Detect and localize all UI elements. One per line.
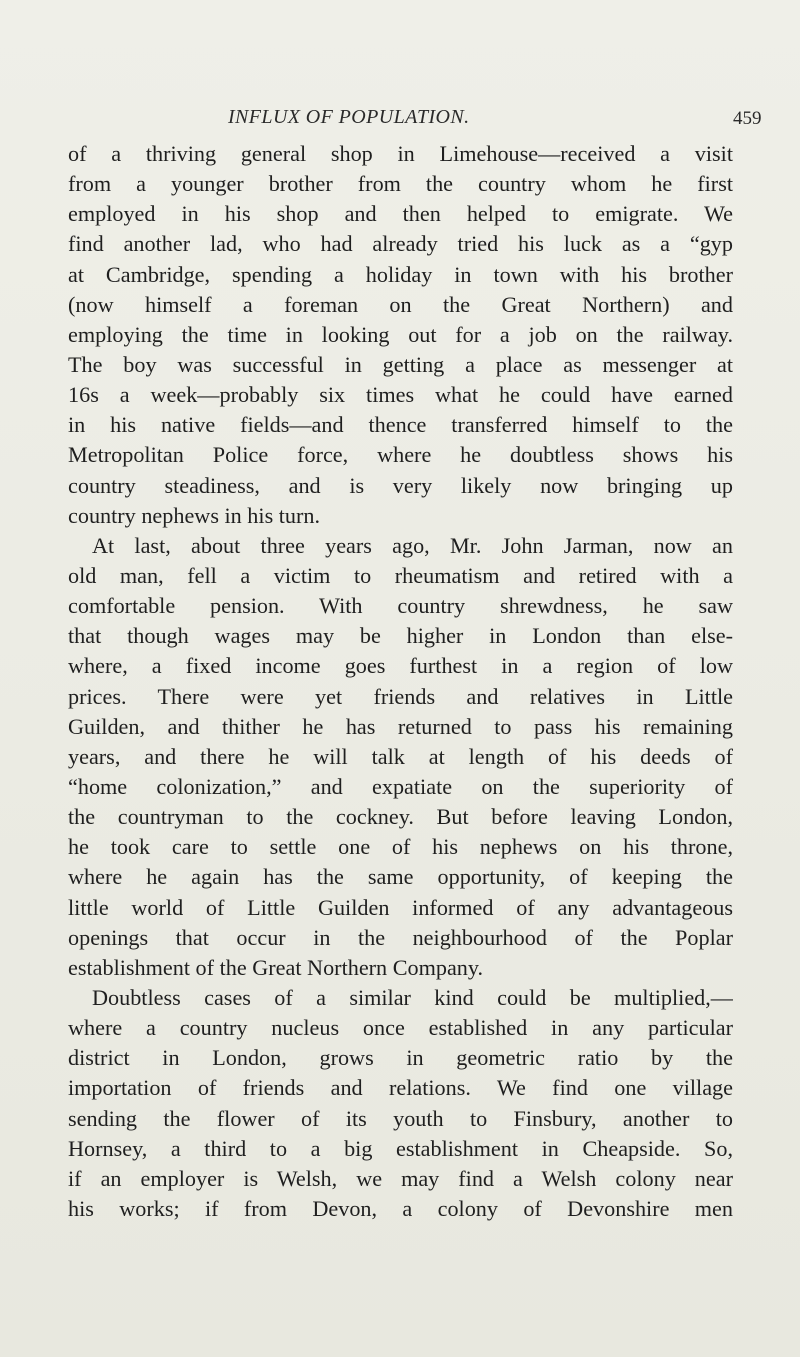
text-line: country nephews in his turn. xyxy=(68,502,321,528)
running-head xyxy=(0,106,800,130)
text-line: Hornsey, a third to a big establishment in Cheapside. So, xyxy=(68,1135,733,1161)
text-line: openings that occur in the neighbourhood of the Poplar xyxy=(68,924,733,950)
text-line: The boy was successful in getting a place as messenger at xyxy=(68,351,733,377)
text-line: employing the time in looking out for a job on the railway. xyxy=(68,321,733,347)
running-title: INFLUX OF POPULATION. xyxy=(228,106,470,128)
text-line: where a country nucleus once established in any particular xyxy=(68,1015,733,1041)
text-line: establishment of the Great Northern Company. xyxy=(68,954,484,980)
text-line: his works; if from Devon, a colony of Devonshire men xyxy=(68,1195,733,1221)
text-line: (now himself a foreman on the Great Northern) and xyxy=(68,291,733,317)
text-line: At last, about three years ago, Mr. John Jarman, now an xyxy=(92,532,733,558)
text-line: country steadiness, and is very likely now bringing up xyxy=(68,472,733,498)
page-number: 459 xyxy=(733,108,762,129)
text-line: comfortable pension. With country shrewdness, he saw xyxy=(68,593,733,619)
text-line: at Cambridge, spending a holiday in town with his brother xyxy=(68,261,733,287)
text-line: sending the flower of its youth to Finsbury, another to xyxy=(68,1105,733,1131)
body-text xyxy=(68,139,733,1224)
text-line: “home colonization,” and expatiate on the superiority of xyxy=(68,773,733,799)
text-line: district in London, grows in geometric ratio by the xyxy=(68,1045,733,1071)
text-line: find another lad, who had already tried his luck as a “gyp xyxy=(68,231,733,257)
text-line: old man, fell a victim to rheumatism and retired with a xyxy=(68,562,733,588)
text-line: in his native fields—and thence transferred himself to the xyxy=(68,412,733,438)
text-line: 16s a week—probably six times what he could have earned xyxy=(68,382,733,408)
text-line: if an employer is Welsh, we may find a Welsh colony near xyxy=(68,1165,733,1191)
text-line: Metropolitan Police force, where he doubtless shows his xyxy=(68,442,733,468)
text-line: the countryman to the cockney. But before leaving London, xyxy=(68,804,733,830)
text-line: little world of Little Guilden informed of any advantageous xyxy=(68,894,733,920)
text-line: that though wages may be higher in London than else- xyxy=(68,623,733,649)
text-line: Guilden, and thither he has returned to pass his remaining xyxy=(68,713,733,739)
text-line: employed in his shop and then helped to emigrate. We xyxy=(68,201,733,227)
text-line: of a thriving general shop in Limehouse—received a visit xyxy=(68,141,733,166)
text-line: from a younger brother from the country whom he first xyxy=(68,171,733,197)
text-line: where, a fixed income goes furthest in a region of low xyxy=(68,653,733,679)
text-line: prices. There were yet friends and relatives in Little xyxy=(68,683,733,709)
text-line: Doubtless cases of a similar kind could be multiplied,— xyxy=(92,984,733,1010)
text-line: where he again has the same opportunity, of keeping the xyxy=(68,864,733,890)
text-line: importation of friends and relations. We find one village xyxy=(68,1075,733,1101)
text-line: years, and there he will talk at length of his deeds of xyxy=(68,743,733,769)
text-line: he took care to settle one of his nephews on his throne, xyxy=(68,834,733,860)
